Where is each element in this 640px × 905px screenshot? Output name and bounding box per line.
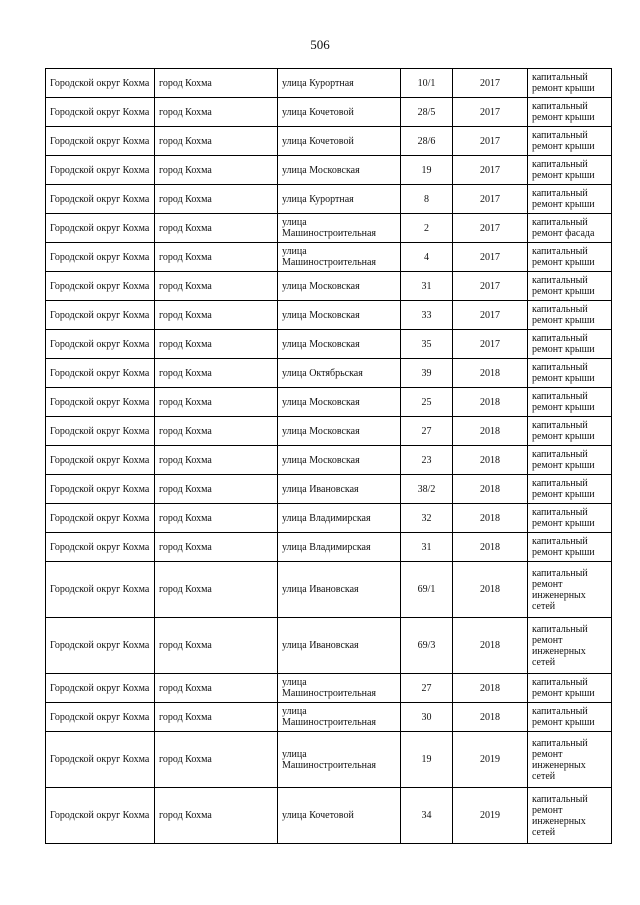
house-number-cell: 31 — [401, 533, 453, 562]
table-row — [46, 214, 612, 243]
house-number-cell: 35 — [401, 330, 453, 359]
district-cell: Городской округ Кохма — [46, 562, 155, 618]
work-type-cell: капитальный ремонт крыши — [528, 533, 612, 562]
street-cell: улица Машиностроительная — [278, 214, 401, 243]
table-row — [46, 359, 612, 388]
year-cell: 2017 — [453, 330, 528, 359]
table-row — [46, 533, 612, 562]
city-cell: город Кохма — [155, 562, 278, 618]
work-type-cell: капитальный ремонт крыши — [528, 243, 612, 272]
year-cell: 2017 — [453, 156, 528, 185]
house-number-cell: 28/5 — [401, 98, 453, 127]
city-cell: город Кохма — [155, 417, 278, 446]
street-cell: улица Московская — [278, 388, 401, 417]
table-row — [46, 301, 612, 330]
work-type-cell: капитальный ремонт крыши — [528, 330, 612, 359]
house-number-cell: 69/1 — [401, 562, 453, 618]
table-row — [46, 732, 612, 788]
work-type-cell: капитальный ремонт крыши — [528, 417, 612, 446]
city-cell: город Кохма — [155, 359, 278, 388]
city-cell: город Кохма — [155, 788, 278, 844]
house-number-cell: 4 — [401, 243, 453, 272]
work-type-cell: капитальный ремонт крыши — [528, 185, 612, 214]
street-cell: улица Московская — [278, 446, 401, 475]
district-cell: Городской округ Кохма — [46, 417, 155, 446]
district-cell: Городской округ Кохма — [46, 127, 155, 156]
year-cell: 2018 — [453, 359, 528, 388]
district-cell: Городской округ Кохма — [46, 156, 155, 185]
district-cell: Городской округ Кохма — [46, 674, 155, 703]
street-cell: улица Московская — [278, 417, 401, 446]
year-cell: 2019 — [453, 788, 528, 844]
table-row — [46, 417, 612, 446]
work-type-cell: капитальный ремонт крыши — [528, 703, 612, 732]
table-row — [46, 156, 612, 185]
table-row — [46, 703, 612, 732]
street-cell: улица Октябрьская — [278, 359, 401, 388]
street-cell: улица Московская — [278, 156, 401, 185]
city-cell: город Кохма — [155, 446, 278, 475]
house-number-cell: 39 — [401, 359, 453, 388]
city-cell: город Кохма — [155, 388, 278, 417]
year-cell: 2018 — [453, 562, 528, 618]
table-row — [46, 446, 612, 475]
work-type-cell: капитальный ремонт инженерных сетей — [528, 562, 612, 618]
year-cell: 2018 — [453, 417, 528, 446]
work-type-cell: капитальный ремонт крыши — [528, 98, 612, 127]
district-cell: Городской округ Кохма — [46, 618, 155, 674]
house-number-cell: 33 — [401, 301, 453, 330]
city-cell: город Кохма — [155, 69, 278, 98]
table-row — [46, 674, 612, 703]
work-type-cell: капитальный ремонт крыши — [528, 69, 612, 98]
page-number: 506 — [310, 37, 330, 52]
house-number-cell: 30 — [401, 703, 453, 732]
district-cell: Городской округ Кохма — [46, 388, 155, 417]
house-number-cell: 23 — [401, 446, 453, 475]
street-cell: улица Курортная — [278, 185, 401, 214]
table-row — [46, 475, 612, 504]
district-cell: Городской округ Кохма — [46, 330, 155, 359]
year-cell: 2017 — [453, 69, 528, 98]
city-cell: город Кохма — [155, 618, 278, 674]
district-cell: Городской округ Кохма — [46, 185, 155, 214]
district-cell: Городской округ Кохма — [46, 272, 155, 301]
district-cell: Городской округ Кохма — [46, 732, 155, 788]
city-cell: город Кохма — [155, 703, 278, 732]
year-cell: 2017 — [453, 98, 528, 127]
repair-registry-table — [45, 68, 612, 844]
work-type-cell: капитальный ремонт крыши — [528, 504, 612, 533]
table-row — [46, 243, 612, 272]
house-number-cell: 31 — [401, 272, 453, 301]
house-number-cell: 38/2 — [401, 475, 453, 504]
city-cell: город Кохма — [155, 243, 278, 272]
district-cell: Городской округ Кохма — [46, 703, 155, 732]
city-cell: город Кохма — [155, 330, 278, 359]
city-cell: город Кохма — [155, 214, 278, 243]
table-row — [46, 98, 612, 127]
house-number-cell: 10/1 — [401, 69, 453, 98]
city-cell: город Кохма — [155, 674, 278, 703]
house-number-cell: 2 — [401, 214, 453, 243]
street-cell: улица Машиностроительная — [278, 674, 401, 703]
district-cell: Городской округ Кохма — [46, 69, 155, 98]
house-number-cell: 8 — [401, 185, 453, 214]
table-row — [46, 618, 612, 674]
street-cell: улица Кочетовой — [278, 127, 401, 156]
street-cell: улица Кочетовой — [278, 788, 401, 844]
year-cell: 2017 — [453, 214, 528, 243]
district-cell: Городской округ Кохма — [46, 446, 155, 475]
work-type-cell: капитальный ремонт крыши — [528, 674, 612, 703]
city-cell: город Кохма — [155, 475, 278, 504]
table-row — [46, 788, 612, 844]
work-type-cell: капитальный ремонт инженерных сетей — [528, 732, 612, 788]
work-type-cell: капитальный ремонт крыши — [528, 475, 612, 504]
city-cell: город Кохма — [155, 504, 278, 533]
street-cell: улица Машиностроительная — [278, 703, 401, 732]
street-cell: улица Владимирская — [278, 533, 401, 562]
year-cell: 2018 — [453, 618, 528, 674]
city-cell: город Кохма — [155, 185, 278, 214]
street-cell: улица Машиностроительная — [278, 732, 401, 788]
year-cell: 2018 — [453, 533, 528, 562]
table-row — [46, 272, 612, 301]
city-cell: город Кохма — [155, 156, 278, 185]
work-type-cell: капитальный ремонт инженерных сетей — [528, 788, 612, 844]
house-number-cell: 27 — [401, 417, 453, 446]
city-cell: город Кохма — [155, 98, 278, 127]
street-cell: улица Московская — [278, 272, 401, 301]
year-cell: 2018 — [453, 674, 528, 703]
district-cell: Городской округ Кохма — [46, 243, 155, 272]
city-cell: город Кохма — [155, 732, 278, 788]
house-number-cell: 27 — [401, 674, 453, 703]
street-cell: улица Московская — [278, 301, 401, 330]
table-row — [46, 562, 612, 618]
street-cell: улица Владимирская — [278, 504, 401, 533]
table-body — [46, 69, 612, 844]
house-number-cell: 69/3 — [401, 618, 453, 674]
district-cell: Городской округ Кохма — [46, 214, 155, 243]
work-type-cell: капитальный ремонт крыши — [528, 127, 612, 156]
district-cell: Городской округ Кохма — [46, 359, 155, 388]
table-row — [46, 388, 612, 417]
house-number-cell: 28/6 — [401, 127, 453, 156]
house-number-cell: 32 — [401, 504, 453, 533]
street-cell: улица Курортная — [278, 69, 401, 98]
table-row — [46, 127, 612, 156]
work-type-cell: капитальный ремонт инженерных сетей — [528, 618, 612, 674]
district-cell: Городской округ Кохма — [46, 504, 155, 533]
year-cell: 2017 — [453, 127, 528, 156]
year-cell: 2018 — [453, 504, 528, 533]
work-type-cell: капитальный ремонт крыши — [528, 301, 612, 330]
city-cell: город Кохма — [155, 272, 278, 301]
table-row — [46, 185, 612, 214]
district-cell: Городской округ Кохма — [46, 533, 155, 562]
city-cell: город Кохма — [155, 127, 278, 156]
year-cell: 2017 — [453, 272, 528, 301]
year-cell: 2018 — [453, 446, 528, 475]
street-cell: улица Ивановская — [278, 475, 401, 504]
year-cell: 2019 — [453, 732, 528, 788]
district-cell: Городской округ Кохма — [46, 98, 155, 127]
street-cell: улица Ивановская — [278, 562, 401, 618]
city-cell: город Кохма — [155, 301, 278, 330]
street-cell: улица Кочетовой — [278, 98, 401, 127]
street-cell: улица Машиностроительная — [278, 243, 401, 272]
work-type-cell: капитальный ремонт крыши — [528, 388, 612, 417]
work-type-cell: капитальный ремонт крыши — [528, 446, 612, 475]
year-cell: 2017 — [453, 243, 528, 272]
house-number-cell: 19 — [401, 156, 453, 185]
district-cell: Городской округ Кохма — [46, 475, 155, 504]
city-cell: город Кохма — [155, 533, 278, 562]
table-row — [46, 504, 612, 533]
year-cell: 2017 — [453, 185, 528, 214]
house-number-cell: 19 — [401, 732, 453, 788]
year-cell: 2017 — [453, 301, 528, 330]
work-type-cell: капитальный ремонт крыши — [528, 359, 612, 388]
district-cell: Городской округ Кохма — [46, 788, 155, 844]
house-number-cell: 25 — [401, 388, 453, 417]
year-cell: 2018 — [453, 703, 528, 732]
table-row — [46, 330, 612, 359]
table-row — [46, 69, 612, 98]
house-number-cell: 34 — [401, 788, 453, 844]
street-cell: улица Ивановская — [278, 618, 401, 674]
year-cell: 2018 — [453, 475, 528, 504]
district-cell: Городской округ Кохма — [46, 301, 155, 330]
work-type-cell: капитальный ремонт крыши — [528, 156, 612, 185]
street-cell: улица Московская — [278, 330, 401, 359]
work-type-cell: капитальный ремонт крыши — [528, 272, 612, 301]
year-cell: 2018 — [453, 388, 528, 417]
work-type-cell: капитальный ремонт фасада — [528, 214, 612, 243]
